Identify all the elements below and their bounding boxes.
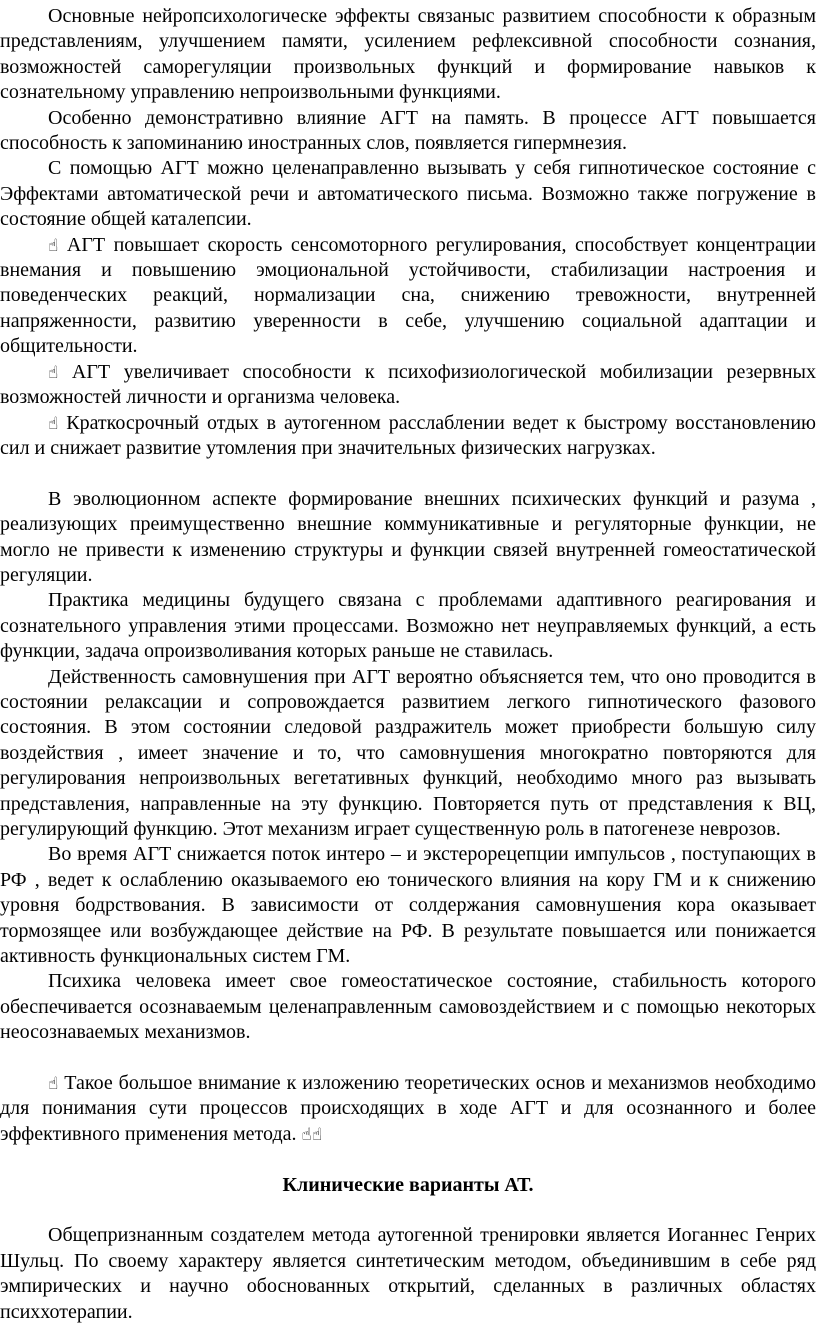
paragraph-text: Во время АГТ снижается поток интеро – и экстерорецепции импульсов , поступающих в РФ , ведет к ослаблению оказываемого ею тонического влияния на кору ГМ и к снижению уровня бодрствования. В зависимости от солдержания самовнушения кора оказывает тормозящее или возбуждающее действие на РФ. В результате повышается или понижается активность функциональных систем ГМ. [0, 843, 816, 968]
blank-line [0, 1046, 816, 1071]
paragraph-text: Психика человека имеет свое гомеостатическое состояние, стабильность которого обеспечивается осознаваемым целенаправленным самовоздействием и с помощью некоторых неосознаваемых механизмов. [0, 970, 816, 1044]
paragraph-text: Краткосрочный отдых в аутогенном расслаблении ведет к быстрому восстановлению сил и снижает развитие утомления при значительных физических нагрузках. [0, 411, 816, 459]
paragraph-self-suggestion [0, 665, 816, 843]
paragraph-medicine-future [0, 588, 816, 664]
paragraph-text: Основные нейропсихологическе эффекты связаныс развитием способности к образным представлениям, улучшением памяти, усилением рефлексивной способности сознания, возможностей саморегуляции произвольных функций и формирование навыков к сознательному управлению непроизвольными функциями. [0, 5, 816, 104]
paragraph-mobilization [0, 360, 816, 411]
paragraph-schultz [0, 1223, 816, 1325]
blank-line [0, 1198, 816, 1223]
paragraph-text: Особенно демонстративно влияние АГТ на память. В процессе АГТ повышается способность к запоминанию иностранных слов, появляется гипермнезия. [0, 106, 816, 155]
paragraph-short-rest [0, 411, 816, 462]
paragraph-text: Практика медицины будущего связана с проблемами адаптивного реагирования и сознательного управления этими процессами. Возможно нет неуправляемых функций, а есть функции, задача опроизволивания которых раньше не ставилась. [0, 589, 816, 663]
paragraph-text: АГТ увеличивает способности к психофизиологической мобилизации резервных возможностей личности и организма человека. [0, 360, 816, 409]
blank-line [0, 461, 816, 486]
paragraph-homeostasis [0, 969, 816, 1045]
paragraph-memory [0, 106, 816, 157]
paragraph-reticular-formation [0, 842, 816, 969]
paragraph-sensorimotor [0, 233, 816, 360]
paragraph-evolution [0, 487, 816, 589]
pointing-hand-icon: ☝ [48, 235, 59, 256]
paragraph-text: Такое большое внимание к изложению теоретических основ и механизмов необходимо для понимания сути процессов происходящих в ходе АГТ и для осознанного и более эффективного применения метода. [0, 1072, 816, 1145]
pointing-hand-icon: ☝ [48, 413, 59, 434]
paragraph-text: Общепризнанным создателем метода аутогенной тренировки является Иоганнес Генрих Шульц. По своему характеру является синтетическим методом, объединившим в себе ряд эмпирических и научно обоснованных открытий, сделанных в различных областях психхотерапии. [0, 1224, 816, 1323]
paragraph-text: С помощью АГТ можно целенаправленно вызывать у себя гипнотическое состояние с Эффектами автоматической речи и автоматического письма. Возможно также погружение в состояние общей каталепсии. [0, 157, 816, 231]
blank-line [0, 1147, 816, 1172]
pointing-hand-icon: ☝ [48, 1074, 59, 1095]
paragraph-neuropsych-effects [0, 4, 816, 106]
paragraph-text: АГТ повышает скорость сенсомоторного регулирования, способствует концентрации внемания и повышению эмоциональной устойчивости, стабилизации настроения и поведенческих реакций, нормализации сна, снижению тревожности, внутренней напряженности, развитию уверенности в себе, улучшению социальной адаптации и общительности. [0, 233, 816, 358]
paragraph-hypnotic-state [0, 156, 816, 232]
section-heading: Клинические варианты АТ. [282, 1173, 534, 1196]
pointing-hand-icon: ☝ [48, 362, 59, 383]
pointing-hand-icon: ☝☝ [301, 1124, 323, 1145]
paragraph-text: Действенность самовнушения при АГТ вероятно объясняется тем, что оно проводится в состоянии релаксации и сопровождается развитием легкого гипнотического фазового состояния. В этом состоянии следовой раздражитель может приобрести большую силу воздействия , имеет значение и то, что самовнушения многократно повторяются для регулирования непроизвольных вегетативных функций, необходимо много раз вызывать представления, направленные на эту функцию. Повторяется путь от представления к ВЦ, регулирующий функцию. Этот механизм играет существенную роль в патогенезе неврозов. [0, 665, 816, 840]
paragraph-text: В эволюционном аспекте формирование внешних психических функций и разума , реализующих преимущественно внешние коммуникативные и регуляторные функции, не могло не привести к изменению структуры и функции связей внутренней гомеостатической регуляции. [0, 487, 816, 586]
paragraph-theory-attention [0, 1071, 816, 1147]
